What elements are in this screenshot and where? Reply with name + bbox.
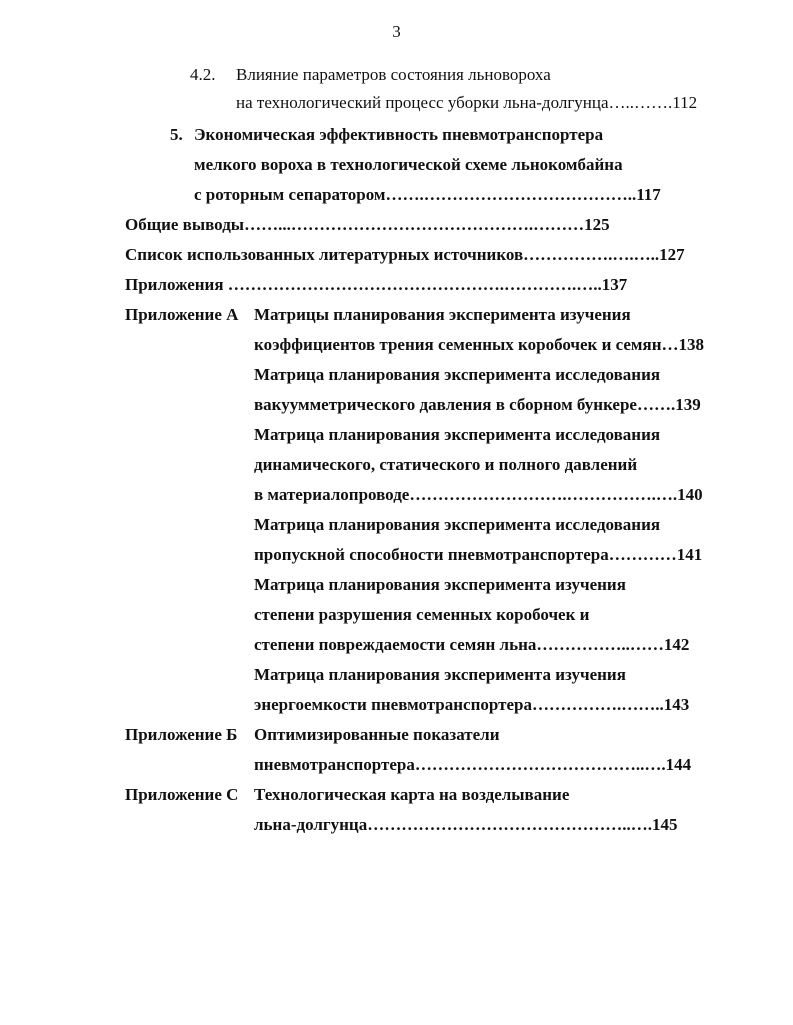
- toc-appendix-c-line2: льна-долгунца………………………………………..….145: [254, 815, 678, 834]
- toc-appendix-a-label: Приложение А: [125, 305, 239, 324]
- toc-general-conclusions: Общие выводы……...…………………………………….………125: [125, 215, 610, 234]
- toc-appendix-a-4-line1: Матрица планирования эксперимента исследования: [254, 515, 661, 534]
- toc-appendix-a-6-line1: Матрица планирования эксперимента изучения: [254, 665, 626, 684]
- toc-appendix-a-3-line3: в материалопроводе……………………….…………….….140: [254, 485, 703, 504]
- toc-4-2-title-line1: Влияние параметров состояния льновороха: [236, 65, 551, 84]
- toc-appendix-c-label: Приложение С: [125, 785, 239, 804]
- toc-appendix-a-1-line2: коэффициентов трения семенных коробочек и семян…138: [254, 335, 704, 354]
- toc-4-2-number: 4.2.: [190, 65, 216, 84]
- toc-appendix-a-2-line2: вакуумметрического давления в сборном бункере…….139: [254, 395, 701, 414]
- toc-appendix-b-line1: Оптимизированные показатели: [254, 725, 500, 744]
- toc-appendix-c-line1: Технологическая карта на возделывание: [254, 785, 570, 804]
- toc-5-title-line1: Экономическая эффективность пневмотранспортера: [194, 125, 604, 144]
- toc-4-2-title-line2: на технологический процесс уборки льна-долгунца…..…….112: [236, 93, 698, 112]
- toc-appendix-a-3-line2: динамического, статического и полного давлений: [254, 455, 638, 474]
- toc-appendix-b-line2: пневмотранспортера…………………………………..….144: [254, 755, 692, 774]
- toc-literature: Список использованных литературных источников…………….….…..127: [125, 245, 685, 264]
- toc-appendix-a-5-line2: степени разрушения семенных коробочек и: [254, 605, 590, 624]
- toc-appendix-b-label: Приложение Б: [125, 725, 238, 744]
- toc-appendix-a-6-line2: энергоемкости пневмотранспортера…………….……..143: [254, 695, 690, 714]
- toc-5-title-line3: с роторным сепаратором…….………………………………..117: [194, 185, 661, 204]
- toc-appendix-a-5-line1: Матрица планирования эксперимента изучения: [254, 575, 626, 594]
- toc-appendix-a-4-line2: пропускной способности пневмотранспортера…………141: [254, 545, 703, 564]
- toc-appendix-a-3-line1: Матрица планирования эксперимента исследования: [254, 425, 661, 444]
- toc-appendices: Приложения ………………………………………….………….…..137: [125, 275, 628, 294]
- toc-5-title-line2: мелкого вороха в технологической схеме льнокомбайна: [194, 155, 623, 174]
- toc-appendix-a-2-line1: Матрица планирования эксперимента исследования: [254, 365, 661, 384]
- toc-appendix-a-1-line1: Матрицы планирования эксперимента изучения: [254, 305, 631, 324]
- toc-appendix-a-5-line3: степени повреждаемости семян льна……………..……142: [254, 635, 690, 654]
- page-number: 3: [392, 22, 401, 41]
- toc-5-number: 5.: [170, 125, 183, 144]
